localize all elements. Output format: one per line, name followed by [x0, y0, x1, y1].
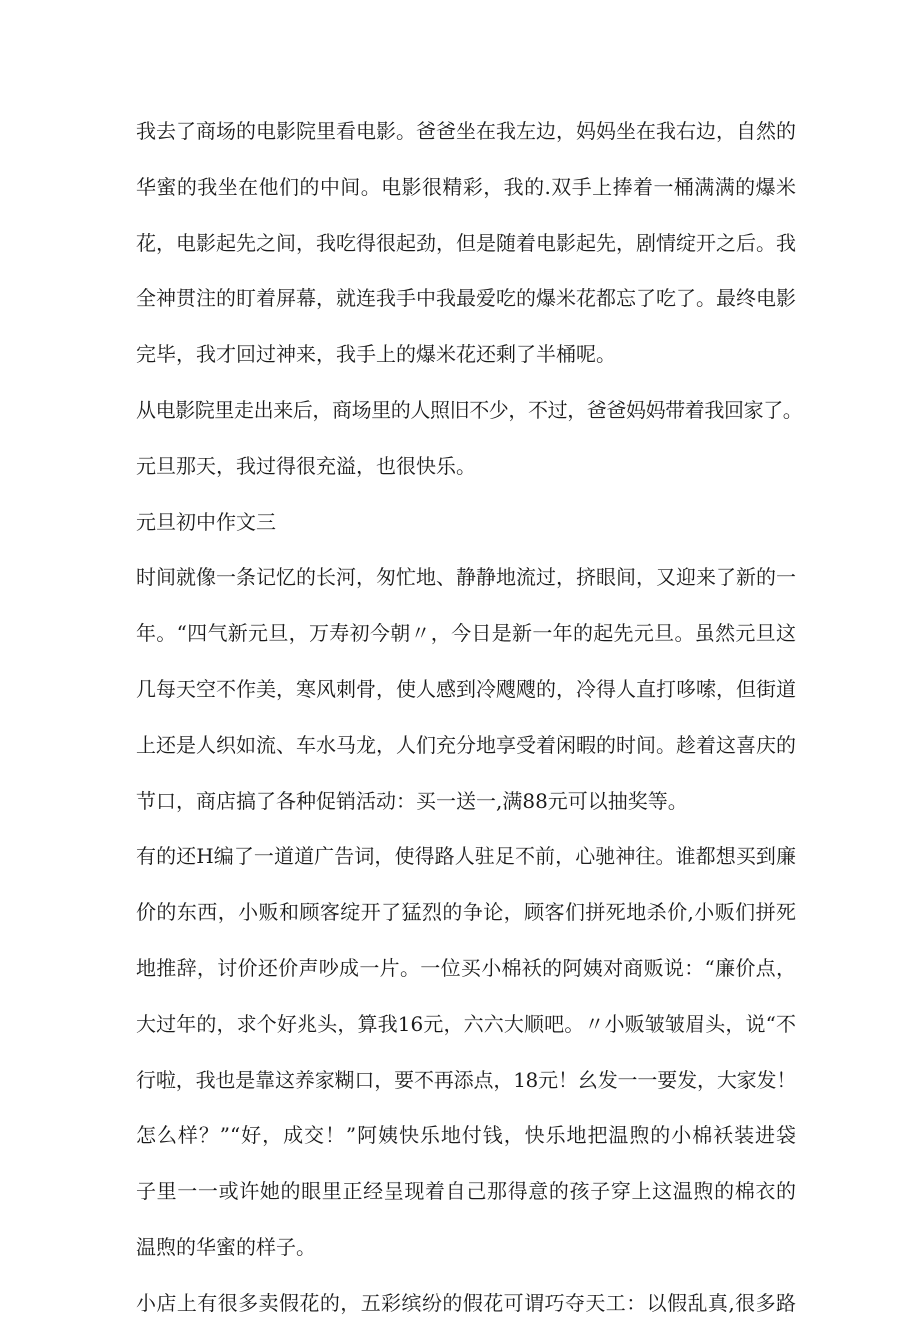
text-line-1: 我去了商场的电影院里看电影。爸爸坐在我左边，妈妈坐在我右边，自然的 [136, 119, 796, 143]
text-line-17: 大过年的，求个好兆头，算我16元，六六大顺吧。〃小贩皱皱眉头，说“不 [136, 1011, 796, 1036]
text-line-12: 上还是人织如流、车水马龙，人们充分地享受着闲暇的时间。趁着这喜庆的 [136, 732, 796, 757]
text-line-19: 怎么样？”“好，成交！”阿姨快乐地付钱，快乐地把温煦的小棉袄装进袋 [136, 1123, 796, 1148]
text-line-7: 元旦那天，我过得很充溢，也很快乐。 [136, 453, 476, 478]
text-line-6: 从电影院里走出来后，商场里的人照旧不少，不过，爸爸妈妈带着我回家了。 [136, 398, 803, 422]
text-line-21: 温煦的华蜜的样子。 [136, 1235, 316, 1259]
text-line-13: 节口，商店搞了各种促销活动：买一送一,满88元可以抽奖等。 [136, 788, 688, 813]
text-line-4: 全神贯注的盯着屏幕，就连我手中我最爱吃的爆米花都忘了吃了。最终电影 [136, 286, 796, 311]
text-line-9: 时间就像一条记忆的长河，匆忙地、静静地流过，挤眼间，又迎来了新的一 [136, 565, 796, 590]
text-line-16: 地推辞，讨价还价声吵成一片。一位买小棉袄的阿姨对商贩说：“廉价点， [136, 956, 796, 980]
text-line-10: 年。“四气新元旦，万寿初今朝〃，今日是新一年的起先元旦。虽然元旦这 [136, 621, 796, 646]
text-line-18: 行啦，我也是靠这养家糊口，要不再添点，18元！幺发一一要发，大家发！ [136, 1067, 796, 1092]
text-line-11: 几每天空不作美，寒风刺骨，使人感到冷飕飕的，冷得人直打哆嗦，但街道 [136, 677, 796, 701]
text-line-22: 小店上有很多卖假花的，五彩缤纷的假花可谓巧夺天工：以假乱真,很多路 [136, 1290, 796, 1315]
text-line-5: 完毕，我才回过神来，我手上的爆米花还剩了半桶呢。 [136, 342, 616, 367]
text-line-2: 华蜜的我坐在他们的中间。电影很精彩，我的.双手上捧着一桶满满的爆米 [136, 174, 796, 199]
text-line-15: 价的东西，小贩和顾客绽开了猛烈的争论，顾客们拼死地杀价,小贩们拼死 [136, 900, 796, 925]
text-line-14: 有的还H编了一道道广告词，使得路人驻足不前，心驰神往。谁都想买到廉 [136, 844, 796, 869]
section-heading: 元旦初中作文三 [136, 509, 276, 534]
text-line-3: 花，电影起先之间，我吃得很起劲，但是随着电影起先，剧情绽开之后。我 [136, 230, 796, 255]
text-line-20: 子里一一或许她的眼里正经呈现着自己那得意的孩子穿上这温煦的棉衣的 [136, 1179, 796, 1204]
